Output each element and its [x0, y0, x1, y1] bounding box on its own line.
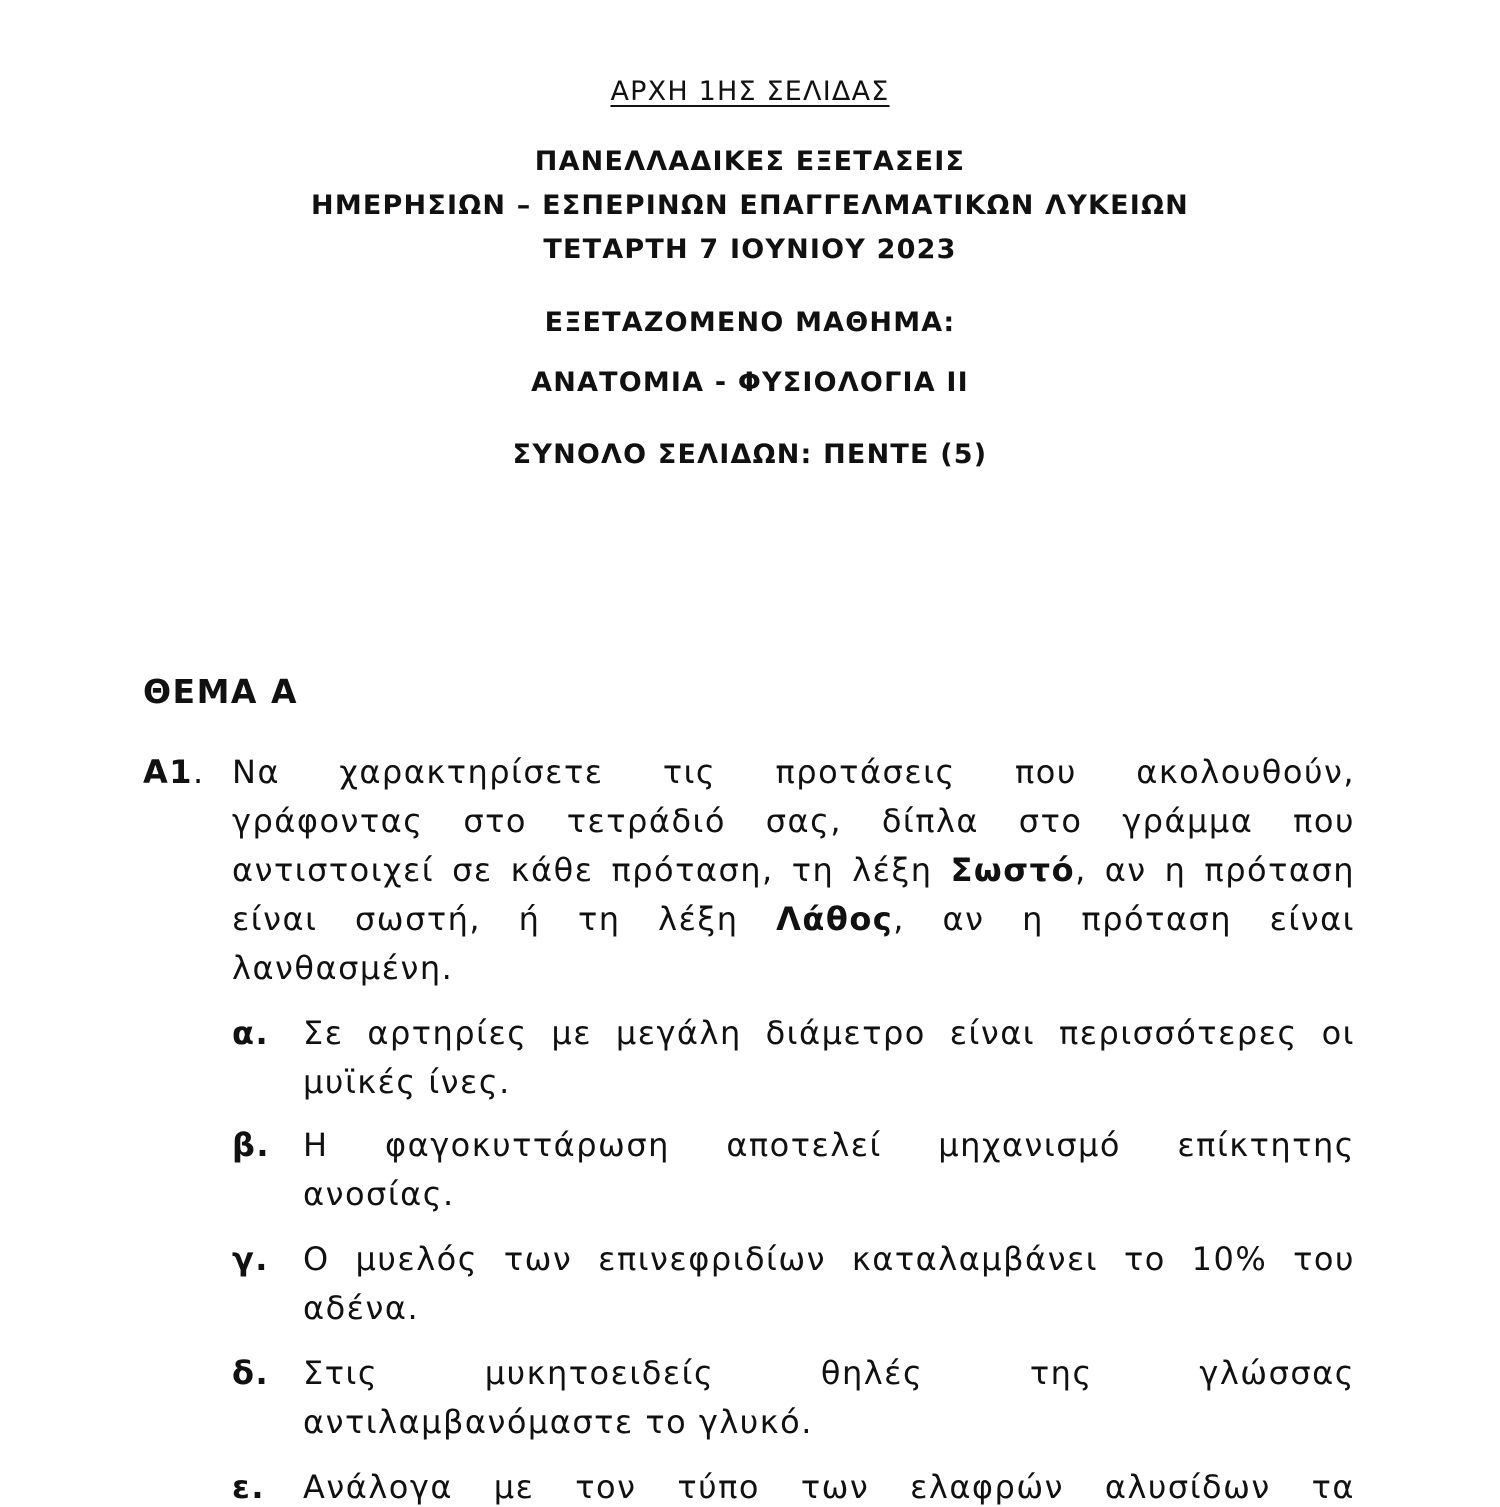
item-line: ανοσίας. [303, 1175, 455, 1213]
exam-date: ΤΕΤΑΡΤΗ 7 ΙΟΥΝΙΟΥ 2023 [543, 234, 957, 265]
item-label: δ. [232, 1354, 270, 1392]
item-label: α. [232, 1014, 270, 1052]
question-text-part: αντιστοιχεί σε κάθε πρόταση, τη λέξη [232, 851, 951, 889]
question-line [232, 850, 1355, 890]
item-line: Η φαγοκυττάρωση αποτελεί μηχανισμό επίκτητης [303, 1126, 1355, 1164]
page-marker [0, 76, 1500, 107]
question-line: λανθασμένη. [232, 949, 454, 987]
question-dot: . [193, 753, 205, 791]
keyword-wrong: Λάθος [776, 900, 894, 938]
item-line: αδένα. [303, 1289, 420, 1327]
exam-title: ΠΑΝΕΛΛΑΔΙΚΕΣ ΕΞΕΤΑΣΕΙΣ [534, 146, 966, 177]
total-pages: ΣΥΝΟΛΟ ΣΕΛΙΔΩΝ: ΠΕΝΤΕ (5) [512, 439, 988, 470]
keyword-correct: Σωστό [950, 851, 1076, 889]
item-line: μυϊκές ίνες. [303, 1063, 511, 1101]
question-label [143, 752, 205, 792]
exam-schools: ΗΜΕΡΗΣΙΩΝ – ΕΣΠΕΡΙΝΩΝ ΕΠΑΓΓΕΛΜΑΤΙΚΩΝ ΛΥΚΕΙΩΝ [311, 190, 1189, 221]
question-line: Να χαρακτηρίσετε τις προτάσεις που ακολουθούν, [232, 753, 1355, 791]
page-marker-text: ΑΡΧΗ 1ΗΣ ΣΕΛΙΔΑΣ [610, 76, 890, 107]
question-text-part: είναι σωστή, ή τη λέξη [232, 900, 777, 938]
item-label: γ. [232, 1240, 269, 1278]
section-title: ΘΕΜΑ Α [143, 672, 299, 711]
item-line: Ανάλογα με τον τύπο των ελαφρών αλυσίδων τα [303, 1468, 1355, 1506]
item-label: β. [232, 1126, 271, 1164]
item-line: Σε αρτηρίες με μεγάλη διάμετρο είναι περισσότερες οι [303, 1014, 1355, 1052]
item-line: Στις μυκητοειδείς θηλές της γλώσσας [303, 1354, 1355, 1392]
question-number: Α1 [143, 753, 194, 791]
question-line [232, 899, 1355, 939]
question-line: γράφοντας στο τετράδιό σας, δίπλα στο γράμμα που [232, 802, 1355, 840]
item-line: Ο μυελός των επινεφριδίων καταλαμβάνει το 10% του [303, 1240, 1355, 1278]
question-text-part: , αν η πρόταση [1075, 851, 1356, 889]
question-text-part: , αν η πρόταση είναι [893, 900, 1355, 938]
subject-label: ΕΞΕΤΑΖΟΜΕΝΟ ΜΑΘΗΜΑ: [544, 307, 956, 338]
subject-name: ΑΝΑΤΟΜΙΑ - ΦΥΣΙΟΛΟΓΙΑ ΙΙ [531, 367, 969, 398]
item-line: αντιλαμβανόμαστε το γλυκό. [303, 1403, 813, 1441]
item-label: ε. [232, 1468, 265, 1506]
